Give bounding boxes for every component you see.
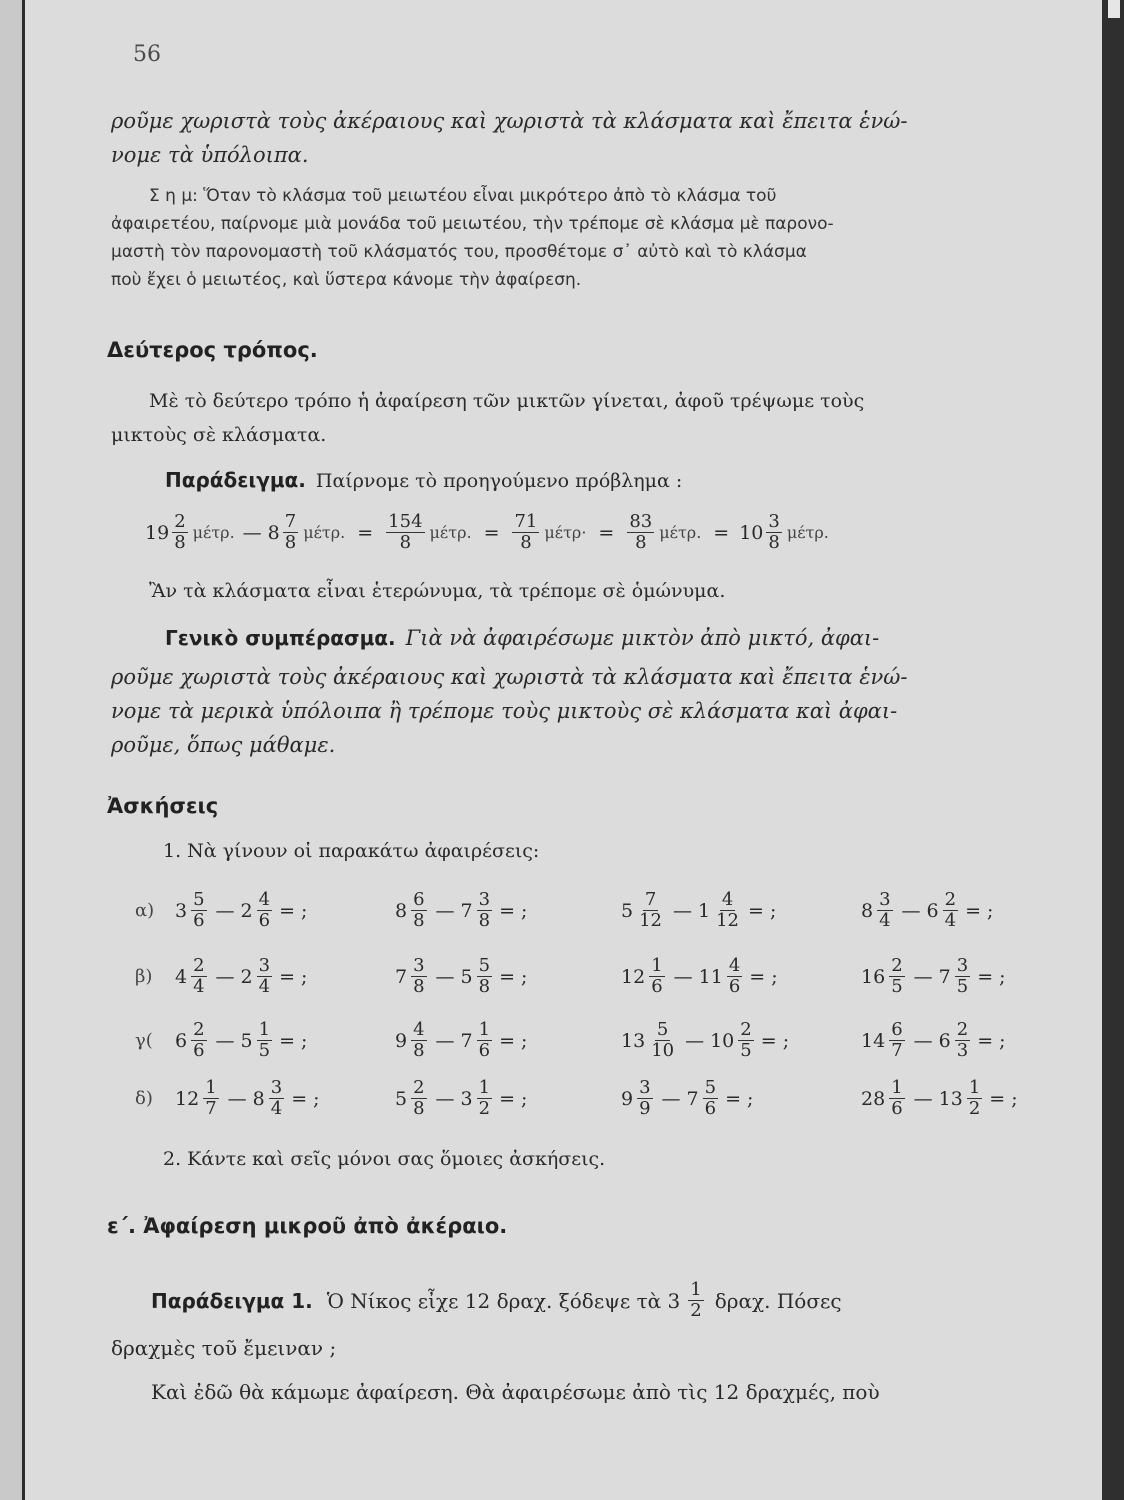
equals-question: = ;	[499, 965, 528, 988]
subtrahend-whole: 6	[926, 899, 939, 922]
equals-question: = ;	[499, 899, 528, 922]
example-equation	[145, 512, 831, 553]
equals-question: = ;	[279, 965, 308, 988]
exercise-item	[621, 956, 778, 997]
minuend-fraction: $\frac{1}{6}$	[651, 955, 663, 997]
unit-text: μέτρ.	[786, 523, 829, 542]
subtrahend-fraction: $\frac{2}{4}$	[944, 889, 957, 931]
subtrahend-fraction: $\frac{4}{12}$	[716, 889, 739, 931]
exercise-item	[395, 1020, 527, 1061]
minuend-fraction: $\frac{1}{6}$	[891, 1077, 903, 1119]
minuend-whole: 14	[861, 1029, 886, 1052]
exercise-item	[861, 1020, 1006, 1061]
exercise-item	[861, 890, 993, 931]
minuend-whole: 28	[861, 1087, 886, 1110]
conclusion-line-4: ροῦμε, ὅπως μάθαμε.	[111, 733, 336, 757]
minuend-fraction: $\frac{2}{6}$	[193, 1019, 205, 1061]
exercise-row-label: α)	[135, 900, 155, 921]
subtrahend-fraction: $\frac{1}{2}$	[478, 1077, 491, 1119]
minuend-whole: 6	[175, 1029, 188, 1052]
page-number: 56	[133, 42, 161, 67]
example-label: Παράδειγμα.	[165, 468, 306, 492]
example1-line-2: δραχμὲς τοῦ ἔμειναν ;	[111, 1336, 337, 1360]
eq-d-fraction: $\frac{71}{8}$	[514, 511, 538, 553]
minus-sign: —	[435, 899, 455, 922]
subtrahend-fraction: $\frac{5}{8}$	[478, 955, 491, 997]
exercise-item	[621, 890, 776, 931]
minuend-fraction: $\frac{6}{8}$	[413, 889, 425, 931]
subtrahend-whole: 3	[460, 1087, 473, 1110]
equals-question: = ;	[499, 1029, 528, 1052]
exercise-item	[621, 1078, 753, 1119]
exercise-item	[175, 1078, 320, 1119]
minus-sign: —	[227, 1087, 247, 1110]
note-line-3: μαστὴ τὸν παρονομαστὴ τοῦ κλάσματός του, προσθέτομε σ᾽ αὐτὸ καὶ τὸ κλάσμα	[111, 242, 807, 262]
example-line	[165, 468, 682, 492]
subtrahend-whole: 5	[240, 1029, 253, 1052]
equals-question: = ;	[989, 1087, 1018, 1110]
minuend-fraction: $\frac{3}{8}$	[413, 955, 425, 997]
page-edge	[1102, 0, 1124, 1500]
minuend-whole: 4	[175, 965, 188, 988]
minuend-fraction: $\frac{5}{6}$	[193, 889, 205, 931]
example1-text-after: δραχ. Πόσες	[714, 1288, 842, 1313]
exercise-item	[175, 890, 307, 931]
subtrahend-fraction: $\frac{2}{3}$	[956, 1019, 969, 1061]
eq-b-fraction: $\frac{7}{8}$	[284, 511, 297, 553]
subtrahend-whole: 6	[938, 1029, 951, 1052]
minuend-whole: 7	[395, 965, 408, 988]
subtrahend-whole: 1	[698, 899, 711, 922]
unit-text: μέτρ.	[303, 523, 346, 542]
unit-text: μέτρ.	[192, 523, 235, 542]
minus-sign: —	[673, 965, 693, 988]
unit-text: μέτρ.	[429, 523, 472, 542]
minus-sign: —	[435, 1029, 455, 1052]
equals-sign: =	[598, 521, 615, 544]
equals-question: = ;	[749, 965, 778, 988]
example1-line-3: Καὶ ἐδῶ θὰ κάμωμε ἀφαίρεση. Θὰ ἀφαιρέσωμε ἀπὸ τὶς 12 δραχμές, ποὺ	[151, 1380, 880, 1404]
minus-sign: —	[913, 1029, 933, 1052]
equals-question: = ;	[279, 1029, 308, 1052]
equals-sign: =	[357, 521, 374, 544]
subtrahend-fraction: $\frac{5}{6}$	[704, 1077, 717, 1119]
exercises-heading: Ἀσκήσεις	[107, 794, 219, 818]
subtrahend-fraction: $\frac{1}{5}$	[258, 1019, 271, 1061]
subtrahend-whole: 2	[240, 899, 253, 922]
minuend-whole: 8	[395, 899, 408, 922]
subtrahend-whole: 7	[938, 965, 951, 988]
minuend-fraction: $\frac{3}{9}$	[639, 1077, 651, 1119]
equals-question: = ;	[499, 1087, 528, 1110]
minus-sign: —	[242, 521, 262, 544]
eq-a-fraction: $\frac{2}{8}$	[174, 511, 186, 553]
equals-question: = ;	[760, 1029, 790, 1052]
second-way-line-2: μικτοὺς σὲ κλάσματα.	[111, 424, 327, 446]
example-note: Ἂν τὰ κλάσματα εἶναι ἑτερώνυμα, τὰ τρέπομε σὲ ὁμώνυμα.	[149, 580, 726, 602]
subtrahend-fraction: $\frac{4}{6}$	[728, 955, 741, 997]
example-text: Παίρνομε τὸ προηγούμενο πρόβλημα :	[315, 470, 683, 492]
subtrahend-whole: 8	[252, 1087, 265, 1110]
subtrahend-fraction: $\frac{4}{6}$	[258, 889, 271, 931]
second-way-heading: Δεύτερος τρόπος.	[107, 338, 318, 362]
subtrahend-fraction: $\frac{2}{5}$	[740, 1019, 752, 1061]
minus-sign: —	[435, 965, 455, 988]
second-way-line-1: Μὲ τὸ δεύτερο τρόπο ἡ ἀφαίρεση τῶν μικτῶν γίνεται, ἀφοῦ τρέψωμε τοὺς	[149, 390, 865, 412]
equals-question: = ;	[965, 899, 994, 922]
subtrahend-whole: 10	[710, 1029, 735, 1052]
minuend-fraction: $\frac{6}{7}$	[891, 1019, 903, 1061]
eq-b-whole: 8	[267, 521, 280, 544]
exercise-item	[395, 890, 527, 931]
conclusion-line-2: ροῦμε χωριστὰ τοὺς ἀκέραιους καὶ χωριστὰ τὰ κλάσματα καὶ ἔπειτα ἑνώ-	[111, 665, 908, 689]
minuend-whole: 9	[395, 1029, 408, 1052]
eq-a-whole: 19	[145, 521, 170, 544]
exercise-q1: 1. Νὰ γίνουν οἱ παρακάτω ἀφαιρέσεις:	[163, 840, 540, 862]
minuend-fraction: $\frac{2}{5}$	[891, 955, 903, 997]
equals-question: = ;	[748, 899, 777, 922]
minus-sign: —	[215, 965, 235, 988]
subtrahend-fraction: $\frac{3}{5}$	[956, 955, 969, 997]
subtrahend-fraction: $\frac{1}{6}$	[478, 1019, 491, 1061]
subtrahend-whole: 5	[460, 965, 473, 988]
example1-line-1	[151, 1280, 842, 1321]
example1-fraction: $\frac{1}{2}$	[690, 1279, 702, 1321]
minuend-whole: 5	[395, 1087, 408, 1110]
subtrahend-whole: 7	[460, 1029, 473, 1052]
minuend-whole: 3	[175, 899, 188, 922]
exercise-row-label: β)	[135, 966, 153, 987]
equals-question: = ;	[977, 965, 1006, 988]
minus-sign: —	[901, 899, 921, 922]
exercise-item	[175, 956, 307, 997]
conclusion-text-1: Γιὰ νὰ ἀφαιρέσωμε μικτὸν ἀπὸ μικτό, ἀφαι-	[405, 626, 880, 650]
unit-text: μέτρ·	[544, 523, 587, 542]
minus-sign: —	[913, 965, 933, 988]
minuend-whole: 8	[861, 899, 874, 922]
exercise-item	[861, 1078, 1018, 1119]
minuend-fraction: $\frac{5}{10}$	[651, 1019, 675, 1061]
minuend-whole: 16	[861, 965, 886, 988]
equals-sign: =	[483, 521, 500, 544]
eq-f-whole: 10	[739, 521, 764, 544]
subtrahend-whole: 7	[686, 1087, 699, 1110]
minuend-fraction: $\frac{7}{12}$	[639, 889, 662, 931]
minus-sign: —	[685, 1029, 705, 1052]
eq-c-fraction: $\frac{154}{8}$	[388, 511, 423, 553]
equals-question: = ;	[977, 1029, 1006, 1052]
equals-sign: =	[713, 521, 730, 544]
exercise-row-label: γ(	[135, 1030, 153, 1051]
minus-sign: —	[661, 1087, 681, 1110]
minus-sign: —	[913, 1087, 933, 1110]
minuend-whole: 13	[621, 1029, 646, 1052]
eq-e-fraction: $\frac{83}{8}$	[629, 511, 653, 553]
minuend-fraction: $\frac{1}{7}$	[205, 1077, 217, 1119]
unit-text: μέτρ.	[659, 523, 702, 542]
conclusion-label: Γενικὸ συμπέρασμα.	[165, 626, 396, 650]
note-line-1: Σ η μ: Ὅταν τὸ κλάσμα τοῦ μειωτέου εἶναι μικρότερο ἀπὸ τὸ κλάσμα τοῦ	[149, 186, 777, 206]
exercise-item	[861, 956, 1006, 997]
subtrahend-fraction: $\frac{3}{4}$	[270, 1077, 283, 1119]
exercise-item	[175, 1020, 307, 1061]
conclusion-line-3: νομε τὰ μερικὰ ὑπόλοιπα ἢ τρέπομε τοὺς μικτοὺς σὲ κλάσματα καὶ ἀφαι-	[111, 699, 898, 723]
minus-sign: —	[215, 1029, 235, 1052]
conclusion-line-1	[165, 626, 879, 650]
exercise-item	[621, 1020, 789, 1061]
exercise-row-label: δ)	[135, 1088, 153, 1109]
subtrahend-whole: 7	[460, 899, 473, 922]
minuend-whole: 9	[621, 1087, 634, 1110]
subtrahend-whole: 2	[240, 965, 253, 988]
exercise-item	[395, 1078, 527, 1119]
note-line-2: ἀφαιρετέου, παίρνομε μιὰ μονάδα τοῦ μειωτέου, τὴν τρέπομε σὲ κλάσμα μὲ παρονο-	[111, 214, 834, 234]
subtrahend-fraction: $\frac{3}{4}$	[258, 955, 271, 997]
intro-line-1: ροῦμε χωριστὰ τοὺς ἀκέραιους καὶ χωριστὰ τὰ κλάσματα καὶ ἔπειτα ἑνώ-	[111, 109, 908, 133]
equals-question: = ;	[725, 1087, 754, 1110]
exercise-q2: 2. Κάντε καὶ σεῖς μόνοι σας ὅμοιες ἀσκήσεις.	[163, 1148, 606, 1170]
subtrahend-fraction: $\frac{3}{8}$	[478, 889, 491, 931]
minuend-whole: 5	[621, 899, 634, 922]
intro-line-2: νομε τὰ ὑπόλοιπα.	[111, 143, 309, 167]
subtrahend-fraction: $\frac{1}{2}$	[968, 1077, 981, 1119]
example1-label: Παράδειγμα 1.	[151, 1288, 313, 1313]
minuend-fraction: $\frac{2}{4}$	[193, 955, 205, 997]
minus-sign: —	[673, 899, 692, 922]
minus-sign: —	[435, 1087, 455, 1110]
subtrahend-whole: 13	[938, 1087, 963, 1110]
exercise-item	[395, 956, 527, 997]
book-page	[22, 0, 1105, 1500]
minuend-whole: 12	[175, 1087, 200, 1110]
subtrahend-whole: 11	[698, 965, 723, 988]
equals-question: = ;	[279, 899, 308, 922]
section-e-heading: ε΄. Ἀφαίρεση μικροῦ ἀπὸ ἀκέραιο.	[107, 1214, 508, 1238]
eq-f-fraction: $\frac{3}{8}$	[768, 511, 780, 553]
minus-sign: —	[215, 899, 235, 922]
minuend-fraction: $\frac{3}{4}$	[879, 889, 891, 931]
minuend-fraction: $\frac{2}{8}$	[413, 1077, 425, 1119]
minuend-whole: 12	[621, 965, 646, 988]
minuend-fraction: $\frac{4}{8}$	[413, 1019, 425, 1061]
equals-question: = ;	[291, 1087, 320, 1110]
note-line-4: ποὺ ἔχει ὁ μειωτέος, καὶ ὕστερα κάνομε τὴν ἀφαίρεση.	[111, 270, 582, 290]
example1-text-before: Ὁ Νίκος εἶχε 12 δραχ. ξόδεψε τὰ 3	[326, 1288, 681, 1313]
